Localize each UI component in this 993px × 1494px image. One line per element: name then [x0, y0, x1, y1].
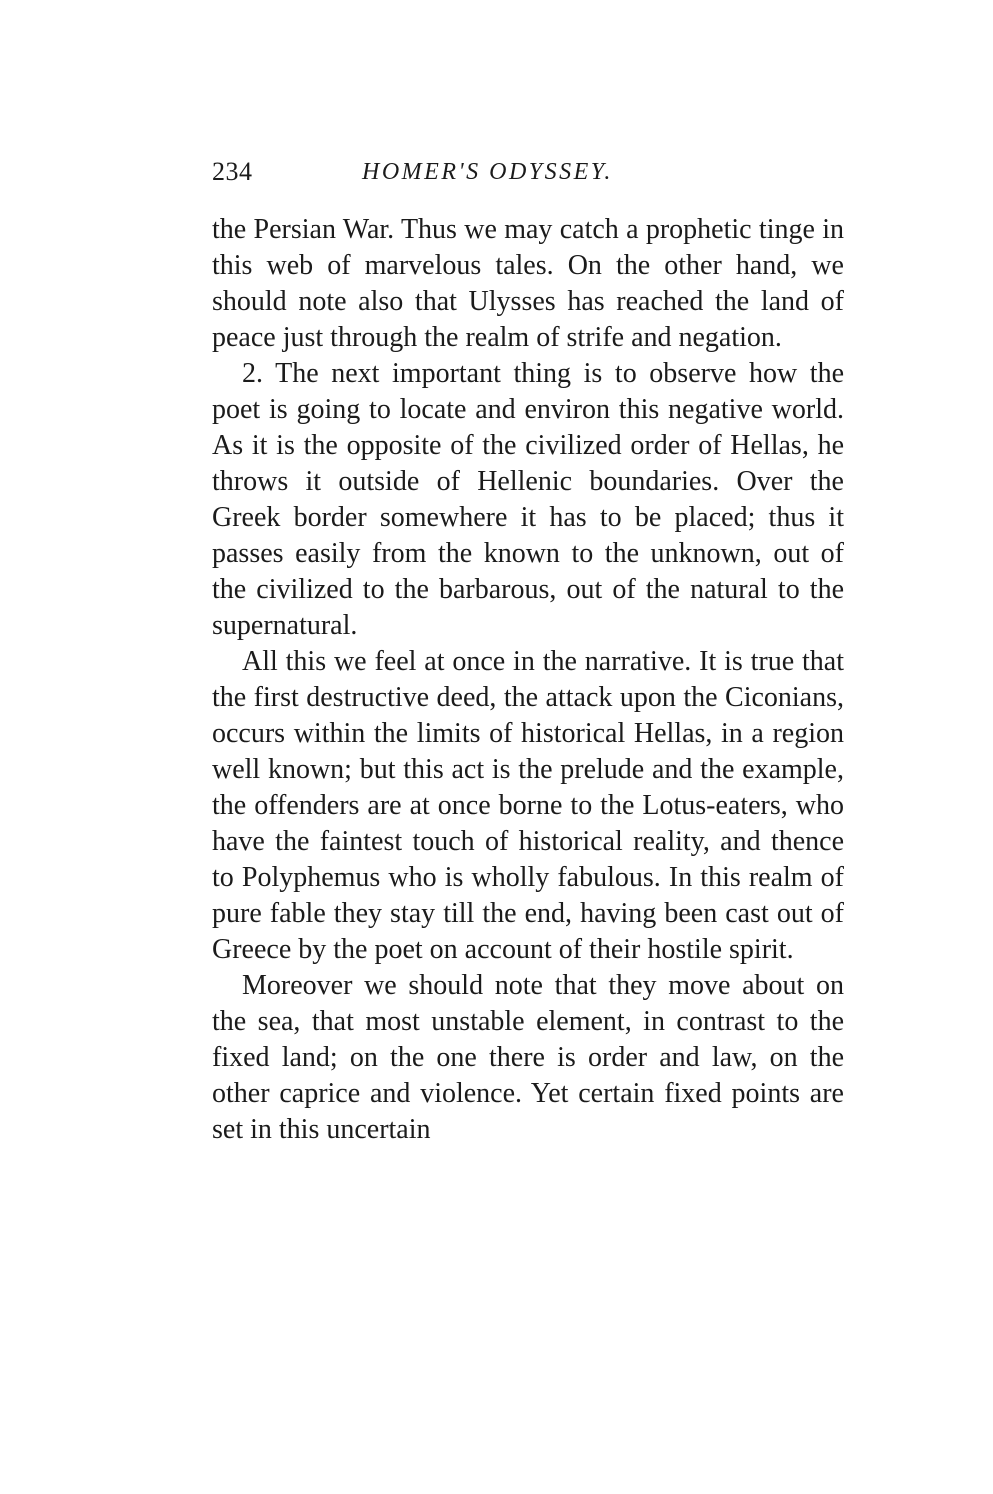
- running-head: [212, 157, 844, 197]
- body-text: [212, 212, 844, 1148]
- paragraph-sea: Moreover we should note that they move about on the sea, that most unstable element, in contrast to the fixed land; on the one there is order and law, on the other caprice and violence. Yet certain fixed points are set in this uncertain: [212, 970, 844, 1145]
- paragraph-narrative: All this we feel at once in the narrative. It is true that the first destructive deed, the attack upon the Ciconians, occurs within the limits of historical Hellas, in a region well known; but this act is the prelude and the example, the offenders are at once borne to the Lotus-eaters, who have the faintest touch of historical reality, and thence to Polyphemus who is wholly fabulous. In this realm of pure fable they stay till the end, having been cast out of Greece by the poet on account of their hostile spirit.: [212, 646, 844, 965]
- page-number: 234: [212, 157, 253, 186]
- running-title: HOMER'S ODYSSEY.: [362, 159, 613, 185]
- paragraph-continuation: the Persian War. Thus we may catch a prophetic tinge in this web of marvelous tales. On the other hand, we should note also that Ulysses has reached the land of peace just through the realm of strife and negation.: [212, 214, 844, 353]
- paragraph-numbered-2: 2. The next important thing is to observe how the poet is going to locate and environ this negative world. As it is the opposite of the civilized order of Hellas, he throws it outside of Hellenic boundaries. Over the Greek border somewhere it has to be placed; thus it passes easily from the known to the unknown, out of the civilized to the barbarous, out of the natural to the supernatural.: [212, 358, 844, 641]
